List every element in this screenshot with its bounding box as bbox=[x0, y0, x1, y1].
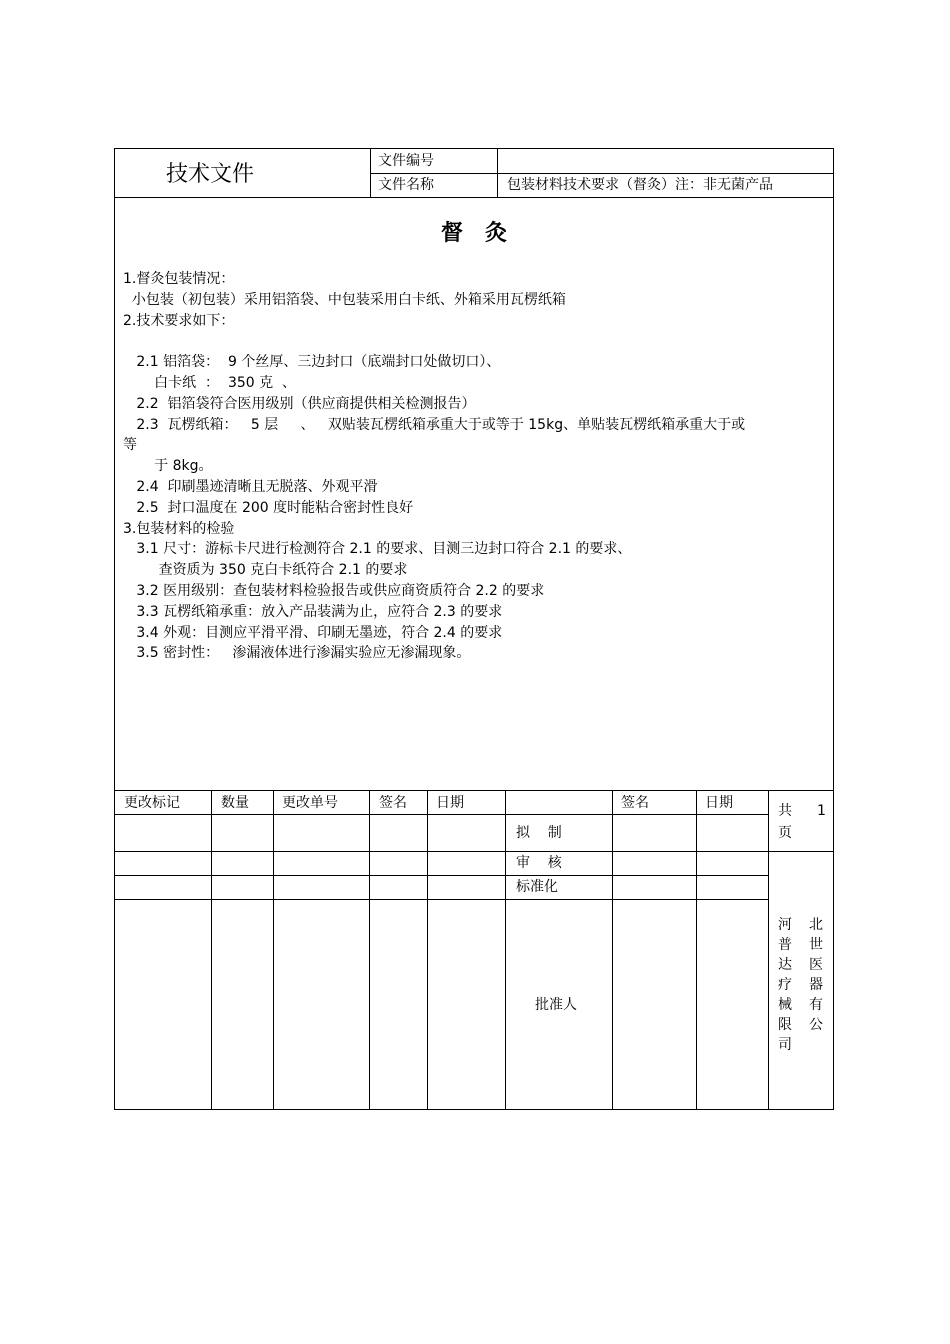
header-bottom-line bbox=[115, 197, 833, 198]
col-date-1: 日期 bbox=[436, 795, 464, 811]
body-line: 3.5 密封性： 渗漏液体进行渗漏实验应无渗漏现象。 bbox=[123, 645, 471, 662]
footer-col-3 bbox=[369, 790, 370, 1110]
footer-col-1 bbox=[211, 790, 212, 1110]
page-total-value: 1 bbox=[817, 803, 826, 819]
document-frame bbox=[114, 148, 834, 1110]
body-line: 2.5 封口温度在 200 度时能粘合密封性良好 bbox=[123, 499, 414, 516]
page-unit-label: 页 bbox=[778, 825, 792, 841]
footer-col-4 bbox=[427, 790, 428, 1110]
header-row-divider bbox=[370, 173, 833, 174]
body-line: 2.2 铝箔袋符合医用级别（供应商提供相关检测报告） bbox=[123, 395, 476, 412]
footer-row-line-2 bbox=[115, 851, 833, 852]
body-line: 3.包装材料的检验 bbox=[123, 520, 235, 537]
page-total-label: 共 bbox=[778, 803, 792, 819]
document-body bbox=[123, 269, 835, 664]
footer-col-2 bbox=[273, 790, 274, 1110]
col-date-2: 日期 bbox=[705, 795, 733, 811]
company-name-col-2: 北世医器有公 bbox=[809, 917, 823, 1033]
role-draft: 拟 制 bbox=[516, 825, 562, 841]
footer-col-6 bbox=[612, 790, 613, 1110]
doc-name-value: 包装材料技术要求（督灸）注：非无菌产品 bbox=[507, 177, 773, 193]
document-title: 督灸 bbox=[440, 221, 529, 246]
role-review: 审 核 bbox=[516, 855, 562, 871]
body-line: 1.督灸包装情况： bbox=[123, 271, 235, 287]
footer-top-line bbox=[115, 790, 833, 791]
body-line: 于 8kg。 bbox=[123, 458, 213, 475]
header-col-divider-1 bbox=[370, 149, 371, 197]
body-line: 2.3 瓦楞纸箱： 5 层 、 双贴装瓦楞纸箱承重大于或等于 15kg、单贴装瓦楞纸箱承重大于或 bbox=[123, 416, 746, 433]
company-name-col-1: 河普达疗械限司 bbox=[778, 917, 792, 1053]
body-line: 查资质为 350 克白卡纸符合 2.1 的要求 bbox=[123, 562, 408, 579]
role-standardize: 标准化 bbox=[516, 879, 558, 895]
footer-row-line-4 bbox=[115, 899, 768, 900]
body-line: 2.技术要求如下： bbox=[123, 312, 235, 329]
doc-number-label: 文件编号 bbox=[378, 153, 434, 169]
body-line: 3.4 外观：目测应平滑平滑、印刷无墨迹，符合 2.4 的要求 bbox=[123, 624, 503, 641]
body-line: 3.2 医用级别：查包装材料检验报告或供应商资质符合 2.2 的要求 bbox=[123, 582, 545, 599]
footer-col-8 bbox=[768, 790, 769, 1110]
col-sign-2: 签名 bbox=[621, 795, 649, 811]
col-change-mark: 更改标记 bbox=[124, 795, 180, 811]
body-line bbox=[123, 331, 835, 352]
footer-col-5 bbox=[505, 790, 506, 1110]
body-line: 2.4 印刷墨迹清晰且无脱落、外观平滑 bbox=[123, 478, 378, 495]
doc-name-label: 文件名称 bbox=[378, 177, 434, 193]
body-line: 3.1 尺寸：游标卡尺进行检测符合 2.1 的要求、目测三边封口符合 2.1 的要求、 bbox=[123, 541, 632, 558]
doc-type-label: 技术文件 bbox=[166, 162, 255, 187]
col-sign-1: 签名 bbox=[379, 795, 407, 811]
footer-row-line-1 bbox=[115, 814, 768, 815]
body-line: 2.1 铝箔袋： 9 个丝厚、三边封口（底端封口处做切口）、 bbox=[123, 354, 501, 371]
body-line: 白卡纸 ： 350 克 、 bbox=[123, 374, 297, 391]
body-line: 等 bbox=[123, 437, 137, 454]
footer-col-7 bbox=[696, 790, 697, 1110]
role-approver: 批准人 bbox=[535, 997, 577, 1013]
footer-row-line-3 bbox=[115, 875, 768, 876]
body-line: 3.3 瓦楞纸箱承重：放入产品装满为止，应符合 2.3 的要求 bbox=[123, 603, 503, 620]
col-quantity: 数量 bbox=[221, 795, 249, 811]
col-change-number: 更改单号 bbox=[282, 795, 338, 811]
body-line: 小包装（初包装）采用铝箔袋、中包装采用白卡纸、外箱采用瓦楞纸箱 bbox=[123, 291, 566, 308]
header-col-divider-2 bbox=[497, 149, 498, 197]
